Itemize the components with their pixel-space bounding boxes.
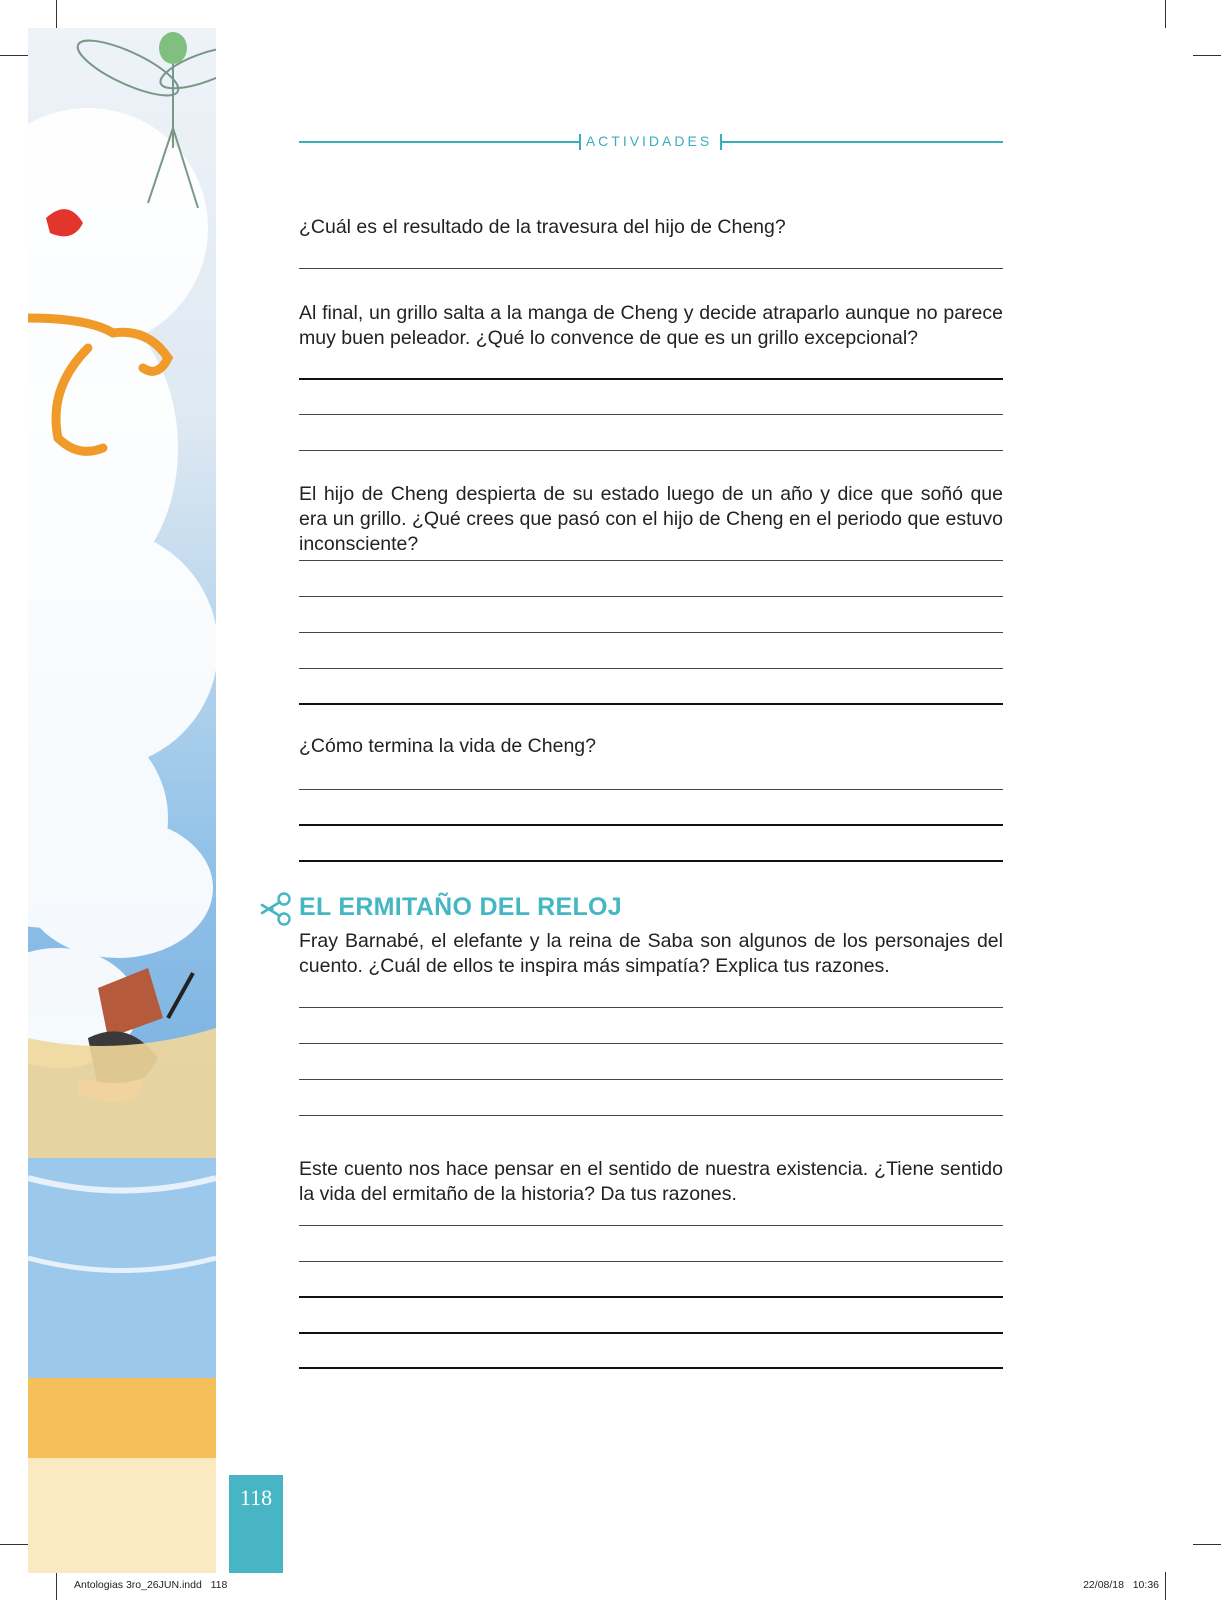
answer-line[interactable] bbox=[299, 450, 1003, 451]
question-text: ¿Cómo termina la vida de Cheng? bbox=[299, 735, 596, 757]
scissors-icon bbox=[258, 891, 294, 927]
crop-mark bbox=[56, 1572, 57, 1600]
answer-line[interactable] bbox=[299, 378, 1003, 380]
answer-line[interactable] bbox=[299, 1043, 1003, 1044]
answer-line[interactable] bbox=[299, 1367, 1003, 1369]
question-text: Este cuento nos hace pensar en el sentido de nuestra existencia. ¿Tiene sentido la vida del ermitaño de la historia? Da tus razones. bbox=[299, 1158, 1003, 1205]
answer-line[interactable] bbox=[299, 1261, 1003, 1262]
answer-line[interactable] bbox=[299, 1296, 1003, 1298]
header-tick-left bbox=[579, 134, 581, 150]
answer-line[interactable] bbox=[299, 632, 1003, 633]
answer-line[interactable] bbox=[299, 668, 1003, 669]
answer-line[interactable] bbox=[299, 1115, 1003, 1116]
crop-mark bbox=[1193, 55, 1221, 56]
question-text: El hijo de Cheng despierta de su estado luego de un año y dice que soñó que era un grillo. ¿Qué crees que pasó con el hijo de Cheng en el periodo que estuvo inconsciente? bbox=[299, 483, 1003, 555]
question-text: Fray Barnabé, el elefante y la reina de Saba son algunos de los personajes del cuento. ¿Cuál de ellos te inspira más simpatía? Explica tus razones. bbox=[299, 930, 1003, 977]
answer-line[interactable] bbox=[299, 1225, 1003, 1226]
crop-mark bbox=[1193, 1544, 1221, 1545]
question-text: Al final, un grillo salta a la manga de Cheng y decide atraparlo aunque no parece muy buen peleador. ¿Qué lo convence de que es un grillo excepcional? bbox=[299, 302, 1003, 349]
crop-mark bbox=[1165, 0, 1166, 28]
section-title: EL ERMITAÑO DEL RELOJ bbox=[299, 893, 622, 921]
section-header-label: ACTIVIDADES bbox=[585, 133, 713, 149]
answer-line[interactable] bbox=[299, 596, 1003, 597]
page-number: 118 bbox=[239, 1485, 273, 1510]
footer-filename: Antologias 3ro_26JUN.indd 118 bbox=[74, 1579, 228, 1591]
illustration-strip bbox=[28, 28, 216, 1573]
answer-line[interactable] bbox=[299, 414, 1003, 415]
answer-line[interactable] bbox=[299, 860, 1003, 862]
header-rule-right bbox=[722, 141, 1003, 143]
answer-line[interactable] bbox=[299, 560, 1003, 561]
crop-mark bbox=[56, 0, 57, 28]
question-text: ¿Cuál es el resultado de la travesura del hijo de Cheng? bbox=[299, 216, 786, 238]
answer-line[interactable] bbox=[299, 824, 1003, 826]
answer-line[interactable] bbox=[299, 1079, 1003, 1080]
answer-line[interactable] bbox=[299, 789, 1003, 790]
answer-line[interactable] bbox=[299, 1007, 1003, 1008]
crop-mark bbox=[1165, 1572, 1166, 1600]
answer-line[interactable] bbox=[299, 703, 1003, 705]
crop-mark bbox=[0, 55, 28, 56]
footer-timestamp: 22/08/18 10:36 bbox=[1083, 1579, 1159, 1591]
answer-line[interactable] bbox=[299, 268, 1003, 269]
answer-line[interactable] bbox=[299, 1332, 1003, 1334]
header-rule-left bbox=[299, 141, 580, 143]
crop-mark bbox=[0, 1544, 28, 1545]
